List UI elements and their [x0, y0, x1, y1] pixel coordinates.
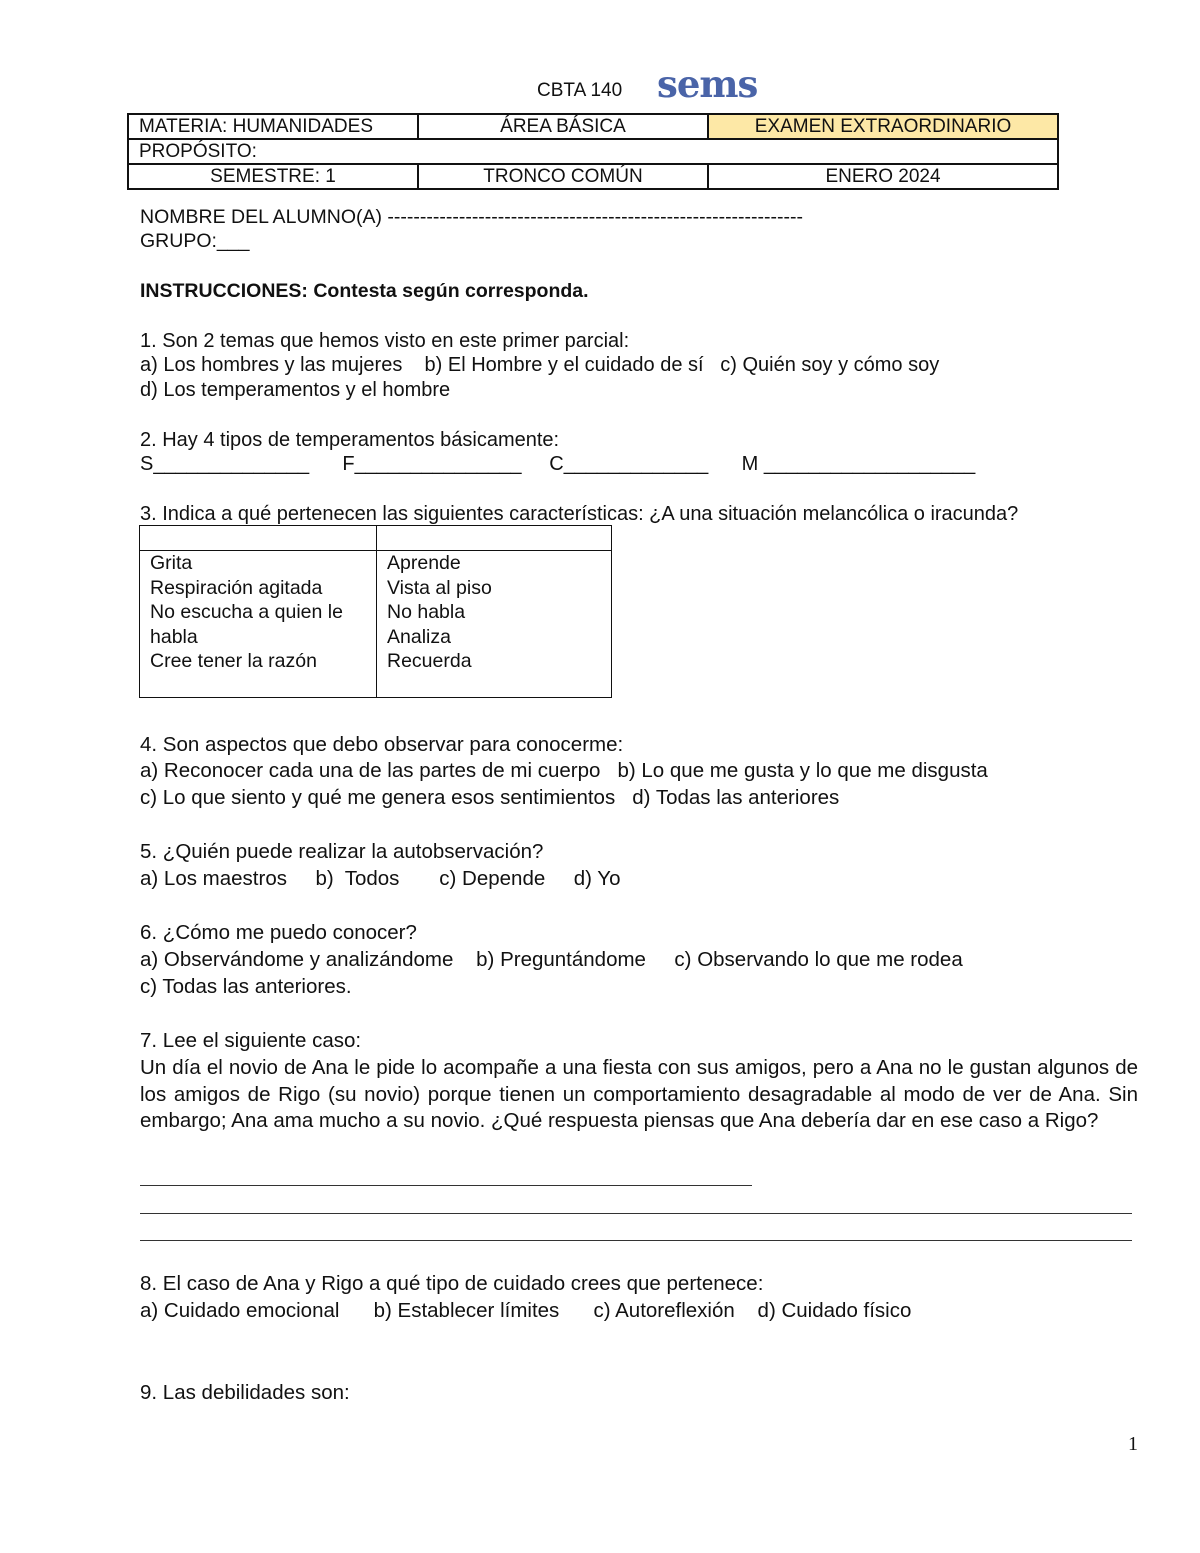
q3-left-item: Grita — [150, 552, 193, 574]
question-6-options-b: c) Todas las anteriores. — [140, 975, 352, 998]
group-line: GRUPO:___ — [140, 230, 250, 252]
question-7-case: Un día el novio de Ana le pide lo acompañe a una fiesta con sus amigos, pero a Ana no le gustan algunos de los amigos de Rigo (su novio) porque tienen un comportamiento desagradable al modo de ver de Ana. Sin embargo; Ana ama mucho a su novio. ¿Qué respuesta piensas que Ana debería dar en ese caso a Rigo? — [140, 1056, 1138, 1132]
question-2-blanks: S______________ F_______________ C_____________ M ___________________ — [140, 453, 976, 475]
school-name: CBTA 140 — [537, 80, 623, 101]
question-4-options-a: a) Reconocer cada una de las partes de mi cuerpo b) Lo que me gusta y lo que me disgusta — [140, 759, 988, 782]
question-1: 1. Son 2 temas que hemos visto en este primer parcial: — [140, 330, 630, 352]
student-name-line: NOMBRE DEL ALUMNO(A) ---------------------------------------------------------------- — [140, 206, 803, 228]
area-cell: ÁREA BÁSICA — [418, 114, 708, 139]
question-1-options-a: a) Los hombres y las mujeres b) El Hombre y el cuidado de sí c) Quién soy y cómo soy — [140, 354, 940, 376]
question-4-options-b: c) Lo que siento y qué me genera esos sentimientos d) Todas las anteriores — [140, 786, 840, 809]
answer-line — [140, 1240, 1132, 1241]
semester-cell: SEMESTRE: 1 — [128, 164, 418, 189]
question-7: 7. Lee el siguiente caso: — [140, 1029, 362, 1052]
question-1-options-b: d) Los temperamentos y el hombre — [140, 379, 451, 401]
subject-cell: MATERIA: HUMANIDADES — [128, 114, 418, 139]
question-6-options-a: a) Observándome y analizándome b) Preguntándome c) Observando lo que me rodea — [140, 948, 963, 971]
trunk-cell: TRONCO COMÚN — [418, 164, 708, 189]
question-3: 3. Indica a qué pertenecen las siguientes características: ¿A una situación melancólica o iracunda? — [140, 503, 1019, 525]
q3-left-item: Cree tener la razón — [150, 650, 317, 672]
question-5: 5. ¿Quién puede realizar la autobservación? — [140, 840, 544, 863]
q3-left-column — [140, 551, 377, 698]
question-5-options: a) Los maestros b) Todos c) Depende d) Yo — [140, 867, 621, 890]
page-header — [0, 62, 1200, 106]
exam-info-table — [127, 113, 1059, 190]
q3-header-right — [377, 526, 612, 551]
q3-right-item: Analiza — [387, 625, 451, 648]
q3-right-item: Aprende — [387, 552, 461, 574]
q3-right-item: Recuerda — [387, 650, 472, 672]
exam-type-cell: EXAMEN EXTRAORDINARIO — [708, 114, 1058, 139]
instructions: INSTRUCCIONES: Contesta según corresponda. — [140, 280, 589, 302]
q3-right-item: Vista al piso — [387, 576, 492, 599]
question-3-table — [139, 525, 612, 698]
q3-left-item: habla — [150, 625, 198, 648]
q3-right-item: No habla — [387, 601, 466, 623]
question-9: 9. Las debilidades son: — [140, 1381, 350, 1404]
question-2: 2. Hay 4 tipos de temperamentos básicamente: — [140, 429, 560, 451]
question-8-options: a) Cuidado emocional b) Establecer límites c) Autoreflexión d) Cuidado físico — [140, 1299, 912, 1322]
sems-logo: sems — [657, 62, 758, 106]
answer-line — [140, 1213, 1132, 1214]
question-4: 4. Son aspectos que debo observar para conocerme: — [140, 733, 624, 756]
q3-left-item: Respiración agitada — [150, 576, 323, 599]
date-cell: ENERO 2024 — [708, 164, 1058, 189]
q3-left-item: No escucha a quien le — [150, 601, 343, 623]
question-8: 8. El caso de Ana y Rigo a qué tipo de cuidado crees que pertenece: — [140, 1272, 764, 1295]
q3-header-left — [140, 526, 377, 551]
purpose-cell: PROPÓSITO: — [128, 139, 1058, 164]
page-number: 1 — [1128, 1433, 1138, 1455]
answer-line — [140, 1185, 752, 1186]
question-6: 6. ¿Cómo me puedo conocer? — [140, 921, 417, 944]
q3-right-column — [377, 551, 612, 698]
